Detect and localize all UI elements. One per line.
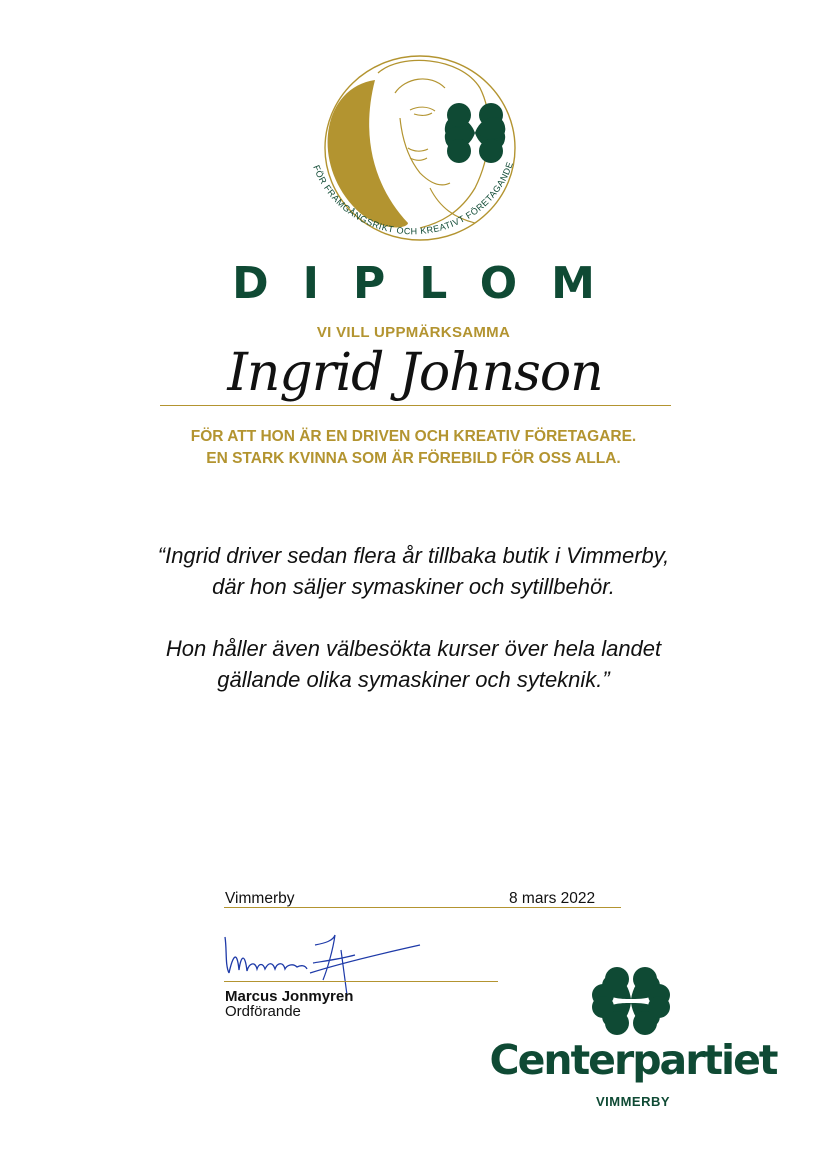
recipient-name: Ingrid Johnson [227, 343, 603, 403]
reason-line-1: FÖR ATT HON ÄR EN DRIVEN OCH KREATIV FÖRETAGARE. [190, 428, 637, 445]
quote-line: gällande olika symaskiner och syteknik.” [217, 667, 610, 692]
name-underline [160, 405, 671, 406]
quote-line: där hon säljer symaskiner och sytillbehör. [212, 574, 615, 599]
clover-icon [588, 963, 674, 1043]
reason-text [0, 426, 827, 470]
diploma-title: DIPLOM [232, 258, 629, 309]
reason-line-2: EN STARK KVINNA SOM ÄR FÖREBILD FÖR OSS ALLA. [206, 450, 621, 467]
signature-line [224, 981, 498, 982]
emblem-woman-icon [290, 48, 535, 270]
party-city: VIMMERBY [595, 1094, 671, 1109]
place-date-line [224, 907, 621, 908]
quote-paragraph-1 [60, 540, 767, 602]
recognize-heading: VI VILL UPPMÄRKSAMMA [316, 324, 511, 341]
quote-line: “Ingrid driver sedan flera år tillbaka butik i Vimmerby, [157, 543, 670, 568]
party-logo-name: Centerpartiet [489, 1036, 777, 1084]
date-label: 8 mars 2022 [509, 890, 596, 907]
place-label: Vimmerby [225, 890, 295, 907]
signer-role: Ordförande [225, 1003, 301, 1020]
quote-block [60, 540, 767, 726]
signer-name: Marcus Jonmyren [225, 988, 354, 1005]
quote-line: Hon håller även välbesökta kurser över hela landet [165, 636, 662, 661]
quote-paragraph-2 [60, 633, 767, 695]
emblem-arc-text: FÖR FRAMGÅNGSRIKT OCH KREATIVT FÖRETAGANDE [311, 160, 516, 237]
